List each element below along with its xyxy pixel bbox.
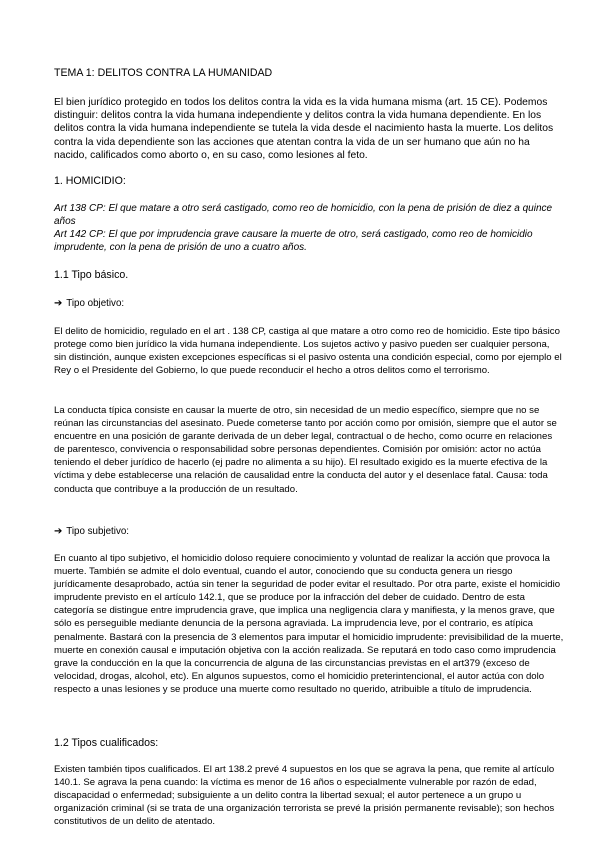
intro-paragraph: El bien jurídico protegido en todos los delitos contra la vida es la vida humana misma (art. 15 CE). Podemos distinguir: delitos contra la vida humana independiente y delitos contra la vida humana dependiente. En los delitos contra la vida humana independiente se tutela la vida desde el nacimiento hasta la muerte. Los delitos contra la vida dependiente son las acciones que atentan contra la vida de un ser humano que aún no ha nacido, calificados como aborto o, en su caso, como lesiones al feto. (54, 97, 554, 161)
section-1-heading: 1. HOMICIDIO: (54, 175, 126, 187)
tipo-objetivo-paragraph-1: El delito de homicidio, regulado en el art . 138 CP, castiga al que matare a otro como reo de homicidio. Este tipo básico protege como bien jurídico la vida humana independiente. Los sujetos activo y pasivo pueden ser cualquier persona, sin distinción, aunque existen excepciones específicas si el pasivo ostenta una condición especial, como por ejemplo el Rey o el Presidente del Gobierno, lo que puede reconducir el hecho a otros delitos como el terrorismo. (54, 326, 562, 377)
tipos-cualificados-paragraph: Existen también tipos cualificados. El art 138.2 prevé 4 supuestos en los que se agrava la pena, que remite al artículo 140.1. Se agrava la pena cuando: la víctima es menor de 16 años o especialmente vulnerable por razón de edad, discapacidad o enfermedad; subsiguiente a un delito contra la libertad sexual; el autor pertenece a un grupo u organización criminal (si se trata de una organización terrorista se prevé la prisión permanente revisable); son hechos constitutivos de un delito de atentado. (54, 764, 555, 828)
quote-art-138: Art 138 CP: El que matare a otro será castigado, como reo de homicidio, con la pena de prisión de diez a quince años (54, 203, 553, 227)
quote-art-142: Art 142 CP: El que por imprudencia grave causare la muerte de otro, será castigado, como reo de homicidio imprudente, con la pena de prisión de uno a cuatro años. (54, 229, 533, 253)
arrow-right-icon: ➔ (54, 298, 63, 309)
tipo-objetivo-label: Tipo objetivo: (66, 298, 125, 309)
tipo-subjetivo-paragraph: En cuanto al tipo subjetivo, el homicidio doloso requiere conocimiento y voluntad de realizar la acción que provoca la muerte. También se admite el dolo eventual, cuando el autor, conociendo que su conducta genera un riesgo jurídicamente desaprobado, actúa sin tener la seguridad de poder evitar el resultado. Por otra parte, existe el homicidio imprudente previsto en el artículo 142.1, que se produce por la infracción del deber de cuidado. Dentro de esta categoría se distingue entre imprudencia grave, que implica una negligencia clara y manifiesta, y la menos grave, que sólo es perseguible mediante denuncia de la persona agraviada. La imprudencia leve, por el contrario, es atípica penalmente. Bastará con la presencia de 3 elementos para imputar el homicidio imprudente: previsibilidad de la muerte, muerte en conexión causal e imputación objetiva con la acción realizada. Se reputará en todo caso como imprudencia grave la conducción en la que la concurrencia de alguna de las circunstancias previstas en el art379 (exceso de velocidad, drogas, alcohol, etc). En algunos supuestos, como el homicidio preterintencional, el autor actúa con dolo respecto a unas lesiones y se produce una muerte como resultado no querido, atribuible a título de imprudencia. (54, 553, 564, 695)
tipo-objetivo-heading (54, 297, 564, 310)
document-title: TEMA 1: DELITOS CONTRA LA HUMANIDAD (54, 67, 273, 79)
arrow-right-icon: ➔ (54, 526, 63, 537)
tipo-subjetivo-label: Tipo subjetivo: (66, 526, 130, 537)
section-1-2-heading: 1.2 Tipos cualificados: (54, 737, 159, 749)
tipo-subjetivo-heading (54, 525, 564, 538)
section-1-1-heading: 1.1 Tipo básico. (54, 269, 129, 281)
tipo-objetivo-paragraph-2: La conducta típica consiste en causar la muerte de otro, sin necesidad de un medio específico, siempre que no se reúnan las circunstancias del asesinato. Puede cometerse tanto por acción como por omisión, siempre que el autor se encuentre en una posición de garante derivada de un deber legal, contractual o de hecho, como ocurre en relaciones de parentesco, convivencia o responsabilidad sobre personas dependientes. Comisión por omisión: actor no actúa teniendo el deber jurídico de hacerlo (ej padre no alimenta a su hijo). El resultado exigido es la muerte efectiva de la víctima y debe establecerse una relación de causalidad entre la conducta del autor y el desenlace fatal. Causa: toda conducta que contribuye a la producción de un resultado. (54, 405, 557, 495)
